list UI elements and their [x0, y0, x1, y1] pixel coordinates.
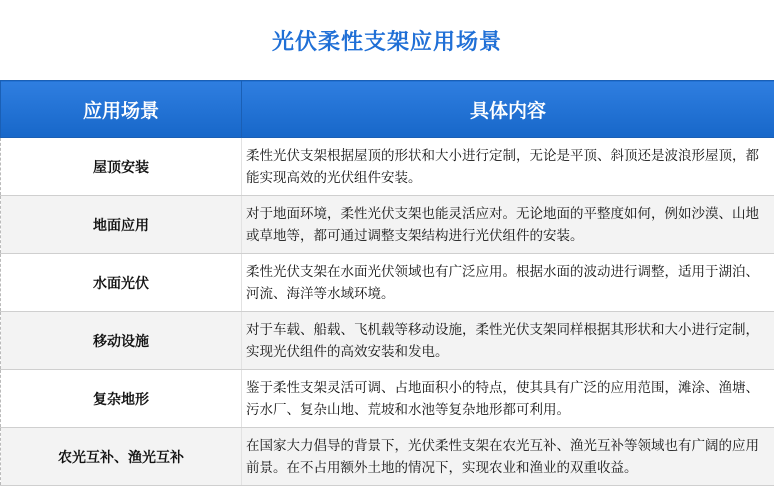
table-header-row	[1, 81, 774, 138]
content-cell: 在国家大力倡导的背景下，光伏柔性支架在农光互补、渔光互补等领域也有广阔的应用前景。在不占用额外土地的情况下，实现农业和渔业的双重收益。	[242, 428, 774, 486]
column-header-content: 具体内容	[242, 81, 774, 138]
scene-cell: 屋顶安装	[1, 138, 242, 196]
content-cell: 鉴于柔性支架灵活可调、占地面积小的特点，使其具有广泛的应用范围，滩涂、渔塘、污水厂、复杂山地、荒坡和水池等复杂地形都可利用。	[242, 370, 774, 428]
scene-cell: 农光互补、渔光互补	[1, 428, 242, 486]
table-row	[1, 138, 774, 196]
content-cell: 对于车载、船载、飞机载等移动设施，柔性光伏支架同样根据其形状和大小进行定制，实现光伏组件的高效安装和发电。	[242, 312, 774, 370]
table-row	[1, 312, 774, 370]
table-row	[1, 370, 774, 428]
content-cell: 对于地面环境，柔性光伏支架也能灵活应对。无论地面的平整度如何，例如沙漠、山地或草地等，都可通过调整支架结构进行光伏组件的安装。	[242, 196, 774, 254]
scene-cell: 水面光伏	[1, 254, 242, 312]
table-row	[1, 196, 774, 254]
page-title: 光伏柔性支架应用场景	[272, 25, 502, 56]
scene-cell: 地面应用	[1, 196, 242, 254]
content-cell: 柔性光伏支架根据屋顶的形状和大小进行定制，无论是平顶、斜顶还是波浪形屋顶，都能实现高效的光伏组件安装。	[242, 138, 774, 196]
scene-cell: 复杂地形	[1, 370, 242, 428]
title-bar	[0, 0, 774, 80]
scenario-table	[0, 80, 774, 486]
scene-cell: 移动设施	[1, 312, 242, 370]
column-header-scene: 应用场景	[1, 81, 242, 138]
table-row	[1, 254, 774, 312]
table-row	[1, 428, 774, 486]
content-cell: 柔性光伏支架在水面光伏领域也有广泛应用。根据水面的波动进行调整，适用于湖泊、河流、海洋等水域环境。	[242, 254, 774, 312]
